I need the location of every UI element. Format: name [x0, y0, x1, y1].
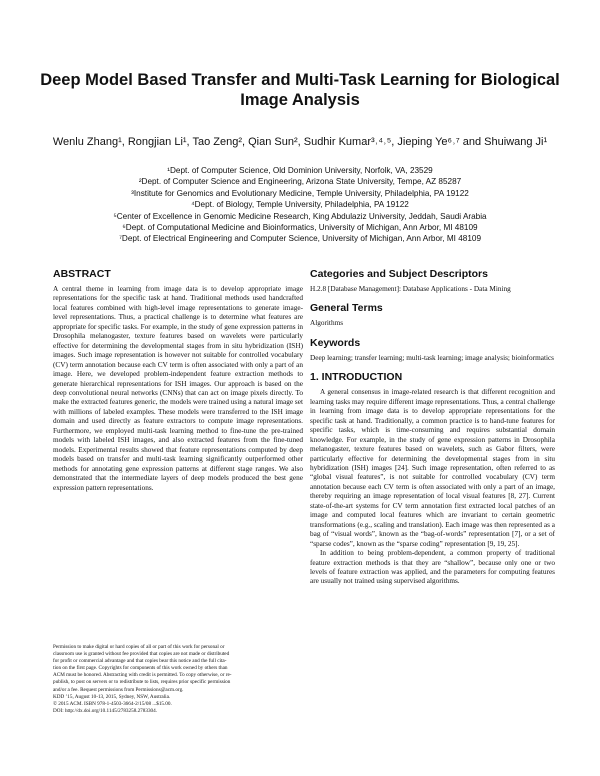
permission-line: publish, to post on servers or to redistribute to lists, requires prior specific permission	[53, 679, 231, 686]
affiliation-list	[40, 165, 560, 245]
permission-line: for profit or commercial advantage and that copies bear this notice and the full cita-	[53, 658, 227, 665]
categories-heading: Categories and Subject Descriptors	[310, 268, 488, 280]
introduction-heading: 1. INTRODUCTION	[310, 371, 403, 384]
keywords-text: Deep learning; transfer learning; multi-task learning; image analysis; bioinformatics	[310, 353, 555, 362]
keywords-heading: Keywords	[310, 336, 361, 349]
conference-info: KDD ’15, August 10-13, 2015, Sydney, NSW, Australia.	[53, 693, 171, 700]
copyright-line: © 2015 ACM. ISBN 978-1-4503-3664-2/15/08 ...$15.00.	[53, 700, 172, 707]
left-column	[53, 268, 303, 493]
right-column	[310, 268, 555, 587]
affiliation-1: ¹Dept. of Computer Science, Old Dominion University, Norfolk, VA, 23529	[167, 166, 433, 175]
affiliation-2: ²Dept. of Computer Science and Engineering, Arizona State University, Tempe, AZ 85287	[138, 177, 462, 187]
introduction-paragraph-2: In addition to being problem-dependent, a common property of traditional feature extraction methods is that they are “shallow”, because only one or two levels of feature extraction was applied, and the parameters for computing features are usually not trained using supervised algorithms.	[310, 549, 555, 586]
introduction-section	[310, 371, 555, 587]
affiliation-4: ⁴Dept. of Biology, Temple University, Philadelphia, PA 19122	[191, 200, 409, 210]
categories-text: H.2.8 [Database Management]: Database Applications - Data Mining	[310, 285, 511, 293]
general-terms-text: Algorithms	[310, 319, 344, 328]
introduction-paragraph-1: A general consensus in image-related research is that different recognition and learning tasks may require different image representations. Thus, a central challenge in learning from image data is to develop appropriate representations for the specific task at hand. Traditionally, a common practice is to hand-tune features for specific tasks, which is time-consuming and requires substantial domain knowledge. For example, in the study of gene expression patterns in Drosophila melanogaster, texture features based on wavelets, such as Gabor filters, were particularly effective for determining the developmental stages from in situ hybridization (ISH) images [24]. Such image representation, often referred to as “global visual features”, is not suitable for controlled vocabulary (CV) term annotation because each CV term is often associated with only a part of an image, thereby requiring an image representation of local visual features [8, 27]. Current state-of-the-art systems for CV term annotation first extracted local patches of an image and computed local features which are invariant to certain geometric transformations (e.g., scaling and translation). Each image was then represented as a bag of “visual words”, known as the “bag-of-words” representation [7], or a set of “sparse codes”, known as the “sparse coding” representation [9, 19, 25].	[310, 388, 555, 548]
permission-line: Permission to make digital or hard copies of all or part of this work for personal or	[53, 644, 225, 650]
general-terms-heading: General Terms	[310, 302, 383, 315]
paper-title: Deep Model Based Transfer and Multi-Task Learning for Biological Image Analysis	[40, 71, 560, 109]
affiliation-5: ⁵Center of Excellence in Genomic Medicine Research, King Abdulaziz University, Jeddah, Saudi Arabia	[113, 211, 487, 221]
abstract-text: A central theme in learning from image data is to develop appropriate image representations for the specific task at hand. Traditional methods used handcrafted local features combined with high-level image representations to generate image-level representations. Thus, a practical challenge is to determine what features are appropriate for specific tasks. For example, in the study of gene expression patterns in Drosophila melanogaster, texture features based on wavelets were particularly effective for determining the developmental stages from in situ hybridization (ISH) images. Such image representation is however not suitable for controlled vocabulary (CV) term annotation because each CV term is often associated with only a part of an image. Here, we developed problem-independent feature extraction methods to generate hierarchical representations for ISH images. Our approach is based on the deep convolutional neural networks (CNNs) that can act on image pixels directly. To make the extracted features generic, the models were trained using a natural image set with millions of labeled examples. These models were transferred to the ISH image domain and used directly as feature extractors to compute image representations. Furthermore, we employed multi-task learning method to fine-tune the pre-trained models with labeled ISH images, and also extracted features from the fine-tuned models. Experimental results showed that feature representations computed by deep models based on transfer and multi-task learning significantly outperformed other methods for annotating gene expression patterns at different stage ranges. We also demonstrated that the intermediate layers of deep models produced the best gene expression pattern representations.	[53, 285, 303, 492]
categories-section	[310, 268, 555, 294]
abstract-heading: ABSTRACT	[53, 268, 111, 280]
keywords-section	[310, 337, 555, 363]
affiliation-6: ⁶Dept. of Computational Medicine and Bioinformatics, University of Michigan, Ann Arbor, MI 48109	[122, 223, 478, 233]
permission-line: classroom use is granted without fee provided that copies are not made or distributed	[53, 651, 230, 658]
permission-line: tion on the first page. Copyrights for components of this work owned by others than	[53, 665, 228, 672]
general-terms-section	[310, 302, 555, 328]
affiliation-7: ⁷Dept. of Electrical Engineering and Computer Science, University of Michigan, Ann Arbor, MI 48109	[118, 234, 482, 244]
permission-notice	[53, 644, 303, 715]
author-list: Wenlu Zhang¹, Rongjian Li¹, Tao Zeng², Qian Sun², Sudhir Kumar³˒⁴˒⁵, Jieping Ye⁶˒⁷ and Shuiwang Ji¹	[52, 136, 548, 148]
doi-link[interactable]: DOI: http://dx.doi.org/10.1145/2783258.2783304.	[53, 707, 158, 714]
permission-line: ACM must be honored. Abstracting with credit is permitted. To copy otherwise, or re-	[53, 672, 232, 679]
permission-line: and/or a fee. Request permissions from Permissions@acm.org.	[53, 686, 184, 693]
affiliation-3: ³Institute for Genomics and Evolutionary Medicine, Temple University, Philadelphia, PA 19122	[131, 188, 469, 198]
